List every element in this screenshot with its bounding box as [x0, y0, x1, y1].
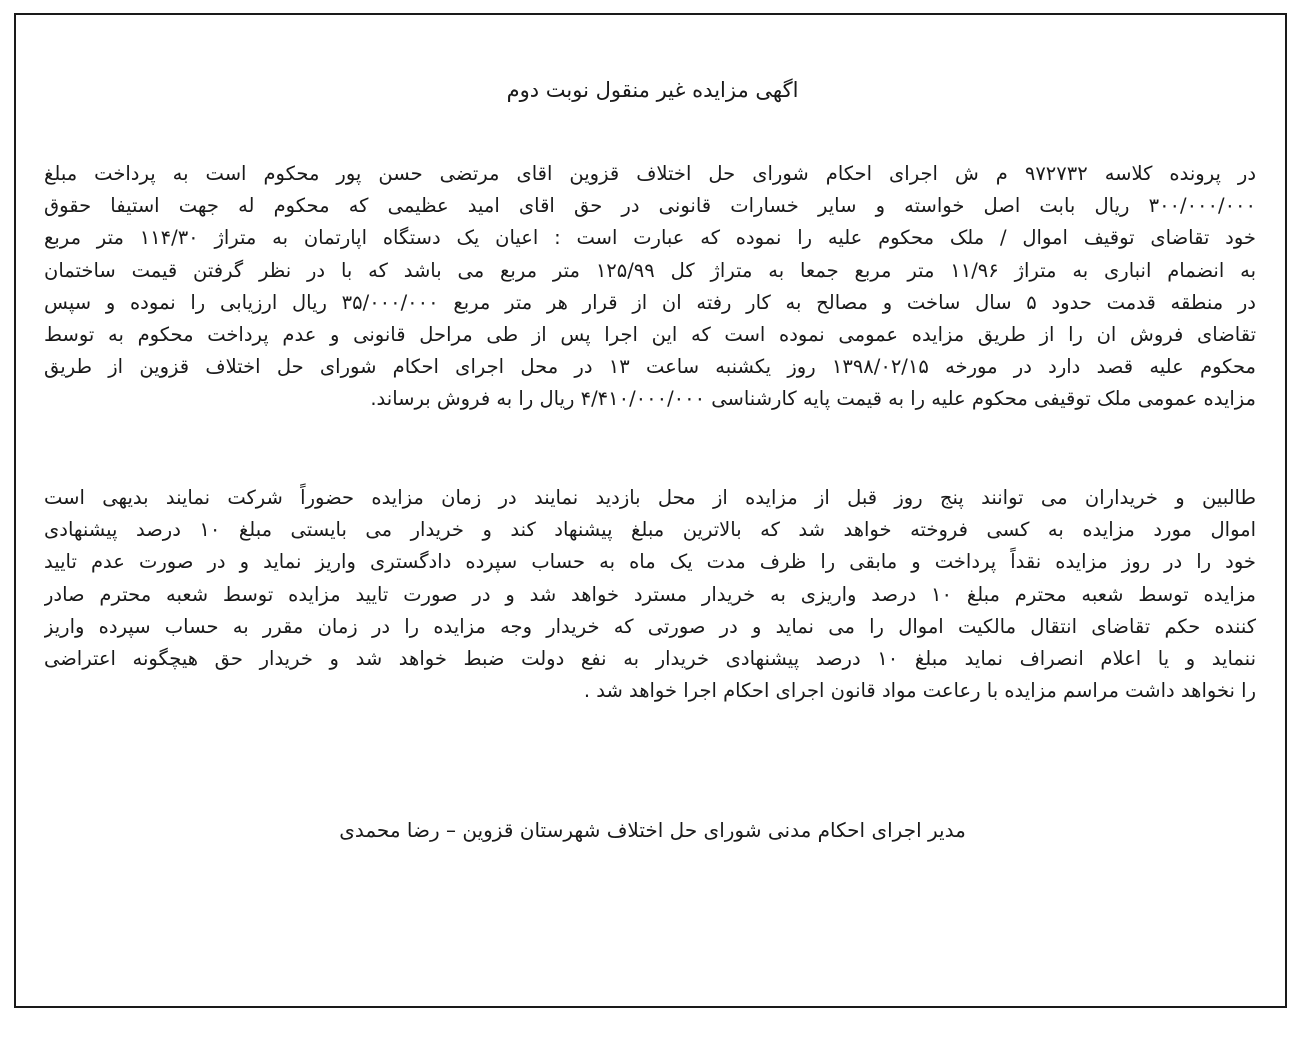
text-line: ۳۰۰/۰۰۰/۰۰۰ ریال بابت اصل خواسته و سایر خسارات قانونی در حق اقای امید عظیمی که محکوم له جهت استیفا حقوق	[44, 194, 1256, 218]
text-line: محکوم علیه قصد دارد در مورخه ۱۳۹۸/۰۲/۱۵ روز یکشنبه ساعت ۱۳ در محل اجرای احکام شورای حل اختلاف قزوین از طریق	[44, 355, 1256, 379]
text-line: مزایده عمومی ملک توقیفی محکوم علیه را به قیمت پایه کارشناسی ۴/۴۱۰/۰۰۰/۰۰۰ ریال را به فروش برساند.	[370, 387, 1256, 411]
text-line: مزایده توسط شعبه محترم مبلغ ۱۰ درصد واریزی به خریدار مسترد خواهد شد و در صورت تایید مزایده توسط شعبه محترم صادر	[44, 582, 1256, 606]
text-line: را نخواهد داشت مراسم مزایده با رعاعت مواد قانون اجرای احکام اجرا خواهد شد .	[583, 679, 1256, 703]
text-line: خود را در روز مزایده نقداً پرداخت و مابقی را ظرف مدت یک ماه به حساب سپرده دادگستری واریز نماید و در صورت عدم تایید	[44, 550, 1256, 574]
text-line: اموال مورد مزایده به کسی فروخته خواهد شد که بالاترین مبلغ پیشنهاد کند و خریدار می بایستی مبلغ ۱۰ درصد پیشنهادی	[44, 518, 1256, 542]
text-line: خود تقاضای توقیف اموال / ملک محکوم علیه را نموده که عبارت است : اعیان یک دستگاه اپارتمان به متراژ ۱۱۴/۳۰ متر مربع	[44, 226, 1256, 250]
text-line: ننماید و یا اعلام انصراف نماید مبلغ ۱۰ درصد پیشنهادی خریدار به نفع دولت ضبط خواهد شد و خریدار حق هیچگونه اعتراضی	[44, 646, 1256, 670]
text-line: به انضمام انباری به متراژ ۱۱/۹۶ متر مربع جمعا به متراژ کل ۱۲۵/۹۹ متر مربع می باشد که با در نظر گرفتن قیمت ساختمان	[44, 258, 1256, 282]
text-line: تقاضای فروش ان را از طریق مزایده عمومی نموده است که این اجرا پس از طی مراحل قانونی و عدم پرداخت محکوم به توسط	[44, 322, 1256, 346]
notice-paragraph-1	[44, 158, 1256, 416]
text-line: طالبین و خریداران می توانند پنج روز قبل از مزایده از محل بازدید نمایند در زمان مزایده حضوراً شرکت نمایند بدیهی است	[44, 486, 1256, 509]
notice-paragraph-2	[44, 482, 1256, 707]
text-line: در پرونده کلاسه ۹۷۲۷۳۲ م ش اجرای احکام شورای حل اختلاف قزوین اقای مرتضی حسن پور محکوم است به پرداخت مبلغ	[44, 162, 1256, 185]
text-line: کننده حکم تقاضای انتقال مالکیت اموال را می نماید و در صورتی که خریدار وجه مزایده را در زمان مقرر به حساب سپرده واریز	[44, 614, 1256, 638]
notice-title: اگهی مزایده غیر منقول نوبت دوم	[506, 78, 799, 102]
text-line: در منطقه قدمت حدود ۵ سال ساخت و مصالح به کار رفته ان از قرار هر متر مربع ۳۵/۰۰۰/۰۰۰ ریال ارزیابی را نموده و سپس	[44, 290, 1256, 314]
signature-line: مدیر اجرای احکام مدنی شورای حل اختلاف شهرستان قزوین – رضا محمدی	[339, 818, 966, 842]
